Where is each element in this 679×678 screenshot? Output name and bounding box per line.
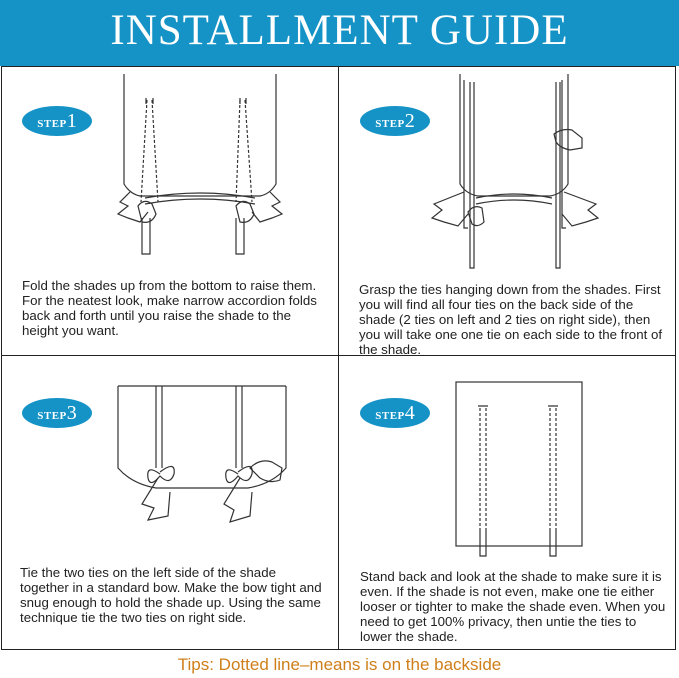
step-4-text: Stand back and look at the shade to make sure it is even. If the shade is not even, make one tie either looser or tighter to make the shade even. When you need to get 100% privacy, then untie the ties to lower the shade. bbox=[360, 569, 666, 644]
step-4-badge: STEP4 bbox=[360, 398, 430, 428]
page-title: INSTALLMENT GUIDE bbox=[110, 7, 569, 54]
step-1-illustration bbox=[100, 72, 300, 262]
step-3-illustration bbox=[112, 380, 292, 530]
step-2-illustration bbox=[428, 72, 608, 272]
step-3-text: Tie the two ties on the left side of the shade together in a standard bow. Make the bow tight and snug enough to hold the shade up. Using the same technique tie the two ties on right side. bbox=[20, 565, 322, 625]
step-2-badge: STEP2 bbox=[360, 106, 430, 136]
tips-note: Tips: Dotted line–means is on the backside bbox=[177, 655, 502, 674]
step-1-badge: STEP1 bbox=[22, 106, 92, 136]
step-4-illustration bbox=[454, 380, 584, 562]
step-3-badge: STEP3 bbox=[22, 398, 92, 428]
step-1-text: Fold the shades up from the bottom to raise them. For the neatest look, make narrow accordion folds back and forth until you raise the shade to the height you want. bbox=[22, 278, 317, 338]
step-2-text: Grasp the ties hanging down from the shades. First you will find all four ties on the back side of the shade (2 ties on left and 2 ties on right side), then you will take one one tie on each side to the front of the shade. bbox=[359, 282, 663, 357]
grid-divider-vertical bbox=[338, 66, 339, 650]
title-banner bbox=[0, 0, 679, 66]
